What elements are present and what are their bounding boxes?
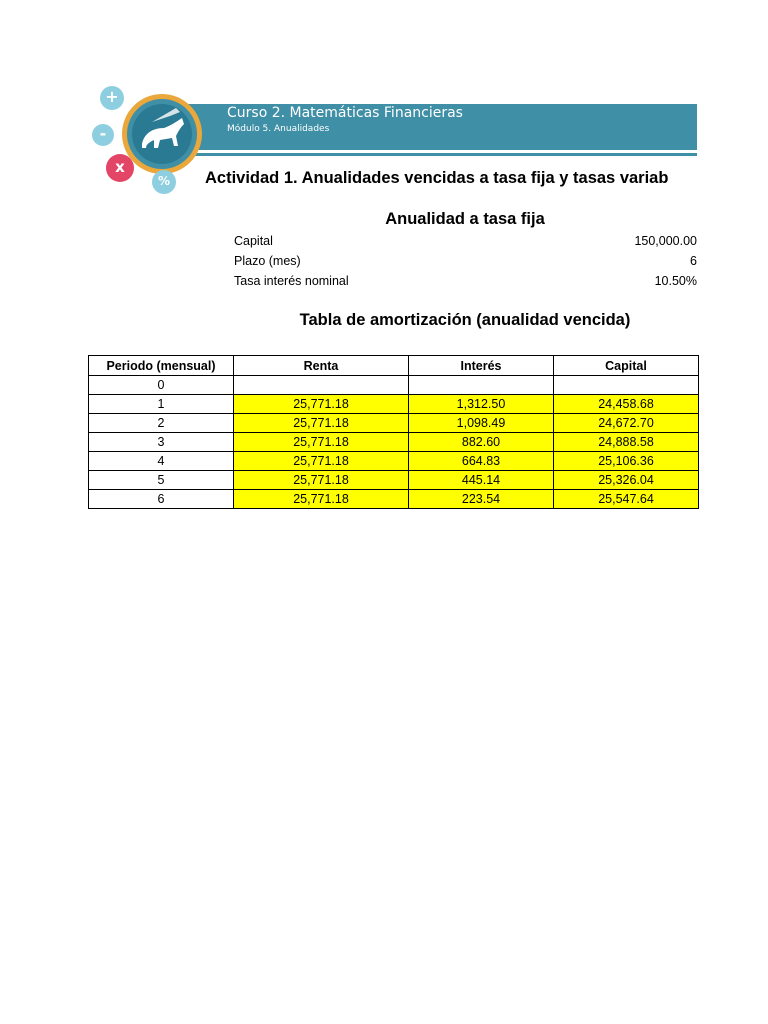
- param-label: Plazo (mes): [234, 254, 301, 268]
- column-header: Capital: [554, 356, 699, 376]
- table-row: [89, 471, 699, 490]
- table-row: [89, 395, 699, 414]
- capital-cell: [554, 376, 699, 395]
- renta-cell: 25,771.18: [234, 433, 409, 452]
- period-cell: 1: [89, 395, 234, 414]
- param-label: Capital: [234, 234, 273, 248]
- capital-cell: 25,547.64: [554, 490, 699, 509]
- param-label: Tasa interés nominal: [234, 274, 349, 288]
- renta-cell: 25,771.18: [234, 490, 409, 509]
- table-row: [89, 490, 699, 509]
- table-row: [89, 376, 699, 395]
- renta-cell: 25,771.18: [234, 452, 409, 471]
- param-value: 10.50%: [654, 274, 697, 288]
- capital-cell: 24,458.68: [554, 395, 699, 414]
- param-value: 6: [690, 254, 697, 268]
- capital-cell: 24,888.58: [554, 433, 699, 452]
- renta-cell: 25,771.18: [234, 471, 409, 490]
- plus-icon: +: [100, 86, 124, 110]
- column-header: Periodo (mensual): [89, 356, 234, 376]
- amortization-table: [88, 355, 699, 509]
- header-divider: [190, 153, 697, 156]
- column-header: Renta: [234, 356, 409, 376]
- interes-cell: 223.54: [409, 490, 554, 509]
- interes-cell: 1,098.49: [409, 414, 554, 433]
- param-row-tasa: [234, 274, 697, 292]
- interes-cell: 882.60: [409, 433, 554, 452]
- column-header: Interés: [409, 356, 554, 376]
- table-header-row: [89, 356, 699, 376]
- renta-cell: [234, 376, 409, 395]
- table-row: [89, 452, 699, 471]
- section-title: Anualidad a tasa fija: [385, 210, 545, 228]
- table-row: [89, 414, 699, 433]
- period-cell: 0: [89, 376, 234, 395]
- period-cell: 2: [89, 414, 234, 433]
- table-title: Tabla de amortización (anualidad vencida): [299, 311, 631, 329]
- interes-cell: 445.14: [409, 471, 554, 490]
- interes-cell: 664.83: [409, 452, 554, 471]
- interes-cell: 1,312.50: [409, 395, 554, 414]
- minus-icon: -: [92, 124, 114, 146]
- period-cell: 3: [89, 433, 234, 452]
- capital-cell: 25,326.04: [554, 471, 699, 490]
- renta-cell: 25,771.18: [234, 414, 409, 433]
- param-row-capital: [234, 234, 697, 252]
- percent-icon: %: [152, 170, 176, 194]
- renta-cell: 25,771.18: [234, 395, 409, 414]
- activity-title: Actividad 1. Anualidades vencidas a tasa fija y tasas variab: [205, 169, 669, 187]
- param-value: 150,000.00: [634, 234, 697, 248]
- period-cell: 5: [89, 471, 234, 490]
- period-cell: 4: [89, 452, 234, 471]
- module-subtitle: Módulo 5. Anualidades: [227, 124, 330, 134]
- capital-cell: 25,106.36: [554, 452, 699, 471]
- capital-cell: 24,672.70: [554, 414, 699, 433]
- table-row: [89, 433, 699, 452]
- course-title: Curso 2. Matemáticas Financieras: [227, 105, 463, 121]
- times-icon: x: [106, 154, 134, 182]
- param-row-plazo: [234, 254, 697, 272]
- interes-cell: [409, 376, 554, 395]
- period-cell: 6: [89, 490, 234, 509]
